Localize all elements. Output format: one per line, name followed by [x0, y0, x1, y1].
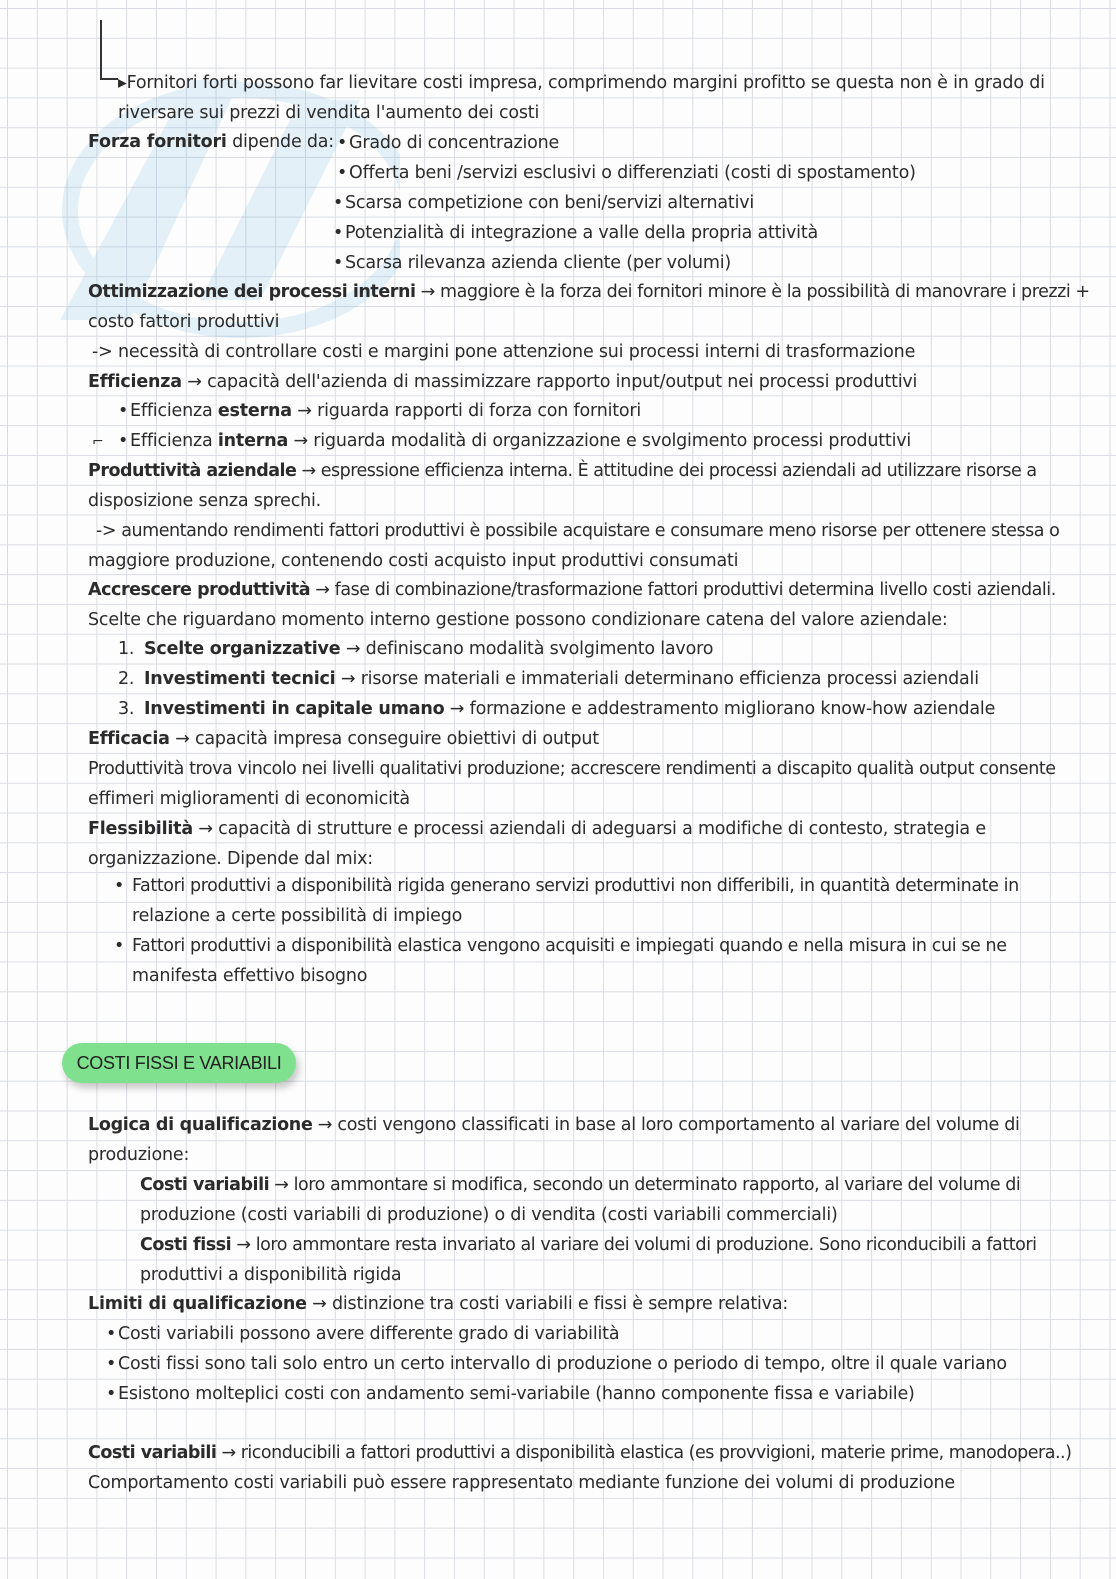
text-line: Scelte che riguardano momento interno gestione possono condizionare catena del valore aziendale: — [88, 610, 948, 630]
text-line: Comportamento costi variabili può essere rappresentato mediante funzione dei volumi di produzione — [88, 1473, 955, 1493]
text-line: ▸Fornitori forti possono far lievitare costi impresa, comprimendo margini profitto se questa non è in grado di — [118, 73, 1045, 93]
list-item: • Scarsa rilevanza azienda cliente (per volumi) — [333, 253, 732, 273]
text-line: -> necessità di controllare costi e margini pone attenzione sui processi interni di trasformazione — [92, 342, 916, 362]
list-item: • Fattori produttivi a disponibilità elastica vengono acquisiti e impiegati quando e nella misura in cui se ne — [114, 936, 1007, 956]
list-item: • Costi fissi sono tali solo entro un certo intervallo di produzione o periodo di tempo, oltre il quale variano — [106, 1354, 1007, 1374]
text-line: Costi fissi → loro ammontare resta invariato al variare dei volumi di produzione. Sono riconducibili a fattori — [140, 1235, 1037, 1255]
list-item: • Potenzialità di integrazione a valle della propria attività — [333, 223, 819, 243]
list-item: • Costi variabili possono avere differente grado di variabilità — [106, 1324, 620, 1344]
text-line: relazione a certe possibilità di impiego — [132, 906, 463, 926]
text-line: Flessibilità → capacità di strutture e processi aziendali di adeguarsi a modifiche di contesto, strategia e — [88, 819, 986, 839]
text-line: produttivi a disponibilità rigida — [140, 1265, 402, 1285]
text-line: riversare sui prezzi di vendita l'aumento dei costi — [118, 103, 540, 123]
list-item: • Scarsa competizione con beni/servizi alternativi — [333, 193, 755, 213]
list-item: 2. Investimenti tecnici → risorse materiali e immateriali determinano efficienza processi aziendali — [118, 669, 979, 689]
text-line: disposizione senza sprechi. — [88, 491, 322, 511]
list-item: • Fattori produttivi a disponibilità rigida generano servizi produttivi non differibili, in quantità determinate in — [114, 876, 1019, 896]
text-line: produzione: — [88, 1145, 190, 1165]
text-line: Logica di qualificazione → costi vengono classificati in base al loro comportamento al variare del volume di — [88, 1115, 1020, 1135]
text-line: -> aumentando rendimenti fattori produttivi è possibile acquistare e consumare meno risorse per ottenere stessa o — [96, 521, 1060, 541]
text-line: Ottimizzazione dei processi interni → maggiore è la forza dei fornitori minore è la possibilità di manovrare i prezzi + — [88, 282, 1090, 302]
checkmark-icon: ⌐ — [92, 434, 104, 450]
text-line: Accrescere produttività → fase di combinazione/trasformazione fattori produttivi determina livello costi aziendali. — [88, 580, 1056, 600]
text-line: Costi variabili → loro ammontare si modifica, secondo un determinato rapporto, al variare del volume di — [140, 1175, 1021, 1195]
text-line: Efficienza → capacità dell'azienda di massimizzare rapporto input/output nei processi produttivi — [88, 372, 918, 392]
section-heading: COSTI FISSI E VARIABILI — [62, 1043, 296, 1083]
text-line: Limiti di qualificazione → distinzione tra costi variabili e fissi è sempre relativa: — [88, 1294, 789, 1314]
list-item: • Grado di concentrazione — [337, 133, 560, 153]
text-line: Efficacia → capacità impresa conseguire obiettivi di output — [88, 729, 599, 749]
list-item: • Efficienza esterna → riguarda rapporti di forza con fornitori — [118, 401, 642, 421]
continuation-arrow-icon — [100, 20, 118, 80]
list-item: • Offerta beni /servizi esclusivi o differenziati (costi di spostamento) — [337, 163, 916, 183]
text-line: Forza fornitori dipende da: — [88, 132, 334, 152]
text-line: Produttività aziendale → espressione efficienza interna. È attitudine dei processi aziendali ad utilizzare risorse a — [88, 461, 1037, 481]
list-item: 3. Investimenti in capitale umano → formazione e addestramento migliorano know-how aziendale — [118, 699, 996, 719]
list-item: 1. Scelte organizzative → definiscano modalità svolgimento lavoro — [118, 639, 714, 659]
text-line: Produttività trova vincolo nei livelli qualitativi produzione; accrescere rendimenti a discapito qualità output consente — [88, 759, 1056, 779]
text-line: manifesta effettivo bisogno — [132, 966, 368, 986]
text-line: effimeri miglioramenti di economicità — [88, 789, 410, 809]
list-item: • Efficienza interna → riguarda modalità di organizzazione e svolgimento processi produttivi — [118, 431, 912, 451]
text-line: organizzazione. Dipende dal mix: — [88, 849, 373, 869]
text-line: costo fattori produttivi — [88, 312, 280, 332]
text-line: produzione (costi variabili di produzione) o di vendita (costi variabili commerciali) — [140, 1205, 838, 1225]
text-line: maggiore produzione, contenendo costi acquisto input produttivi consumati — [88, 551, 739, 571]
text-line: Costi variabili → riconducibili a fattori produttivi a disponibilità elastica (es provvigioni, materie prime, manodopera..) — [88, 1443, 1072, 1463]
list-item: • Esistono molteplici costi con andamento semi-variabile (hanno componente fissa e variabile) — [106, 1384, 915, 1404]
